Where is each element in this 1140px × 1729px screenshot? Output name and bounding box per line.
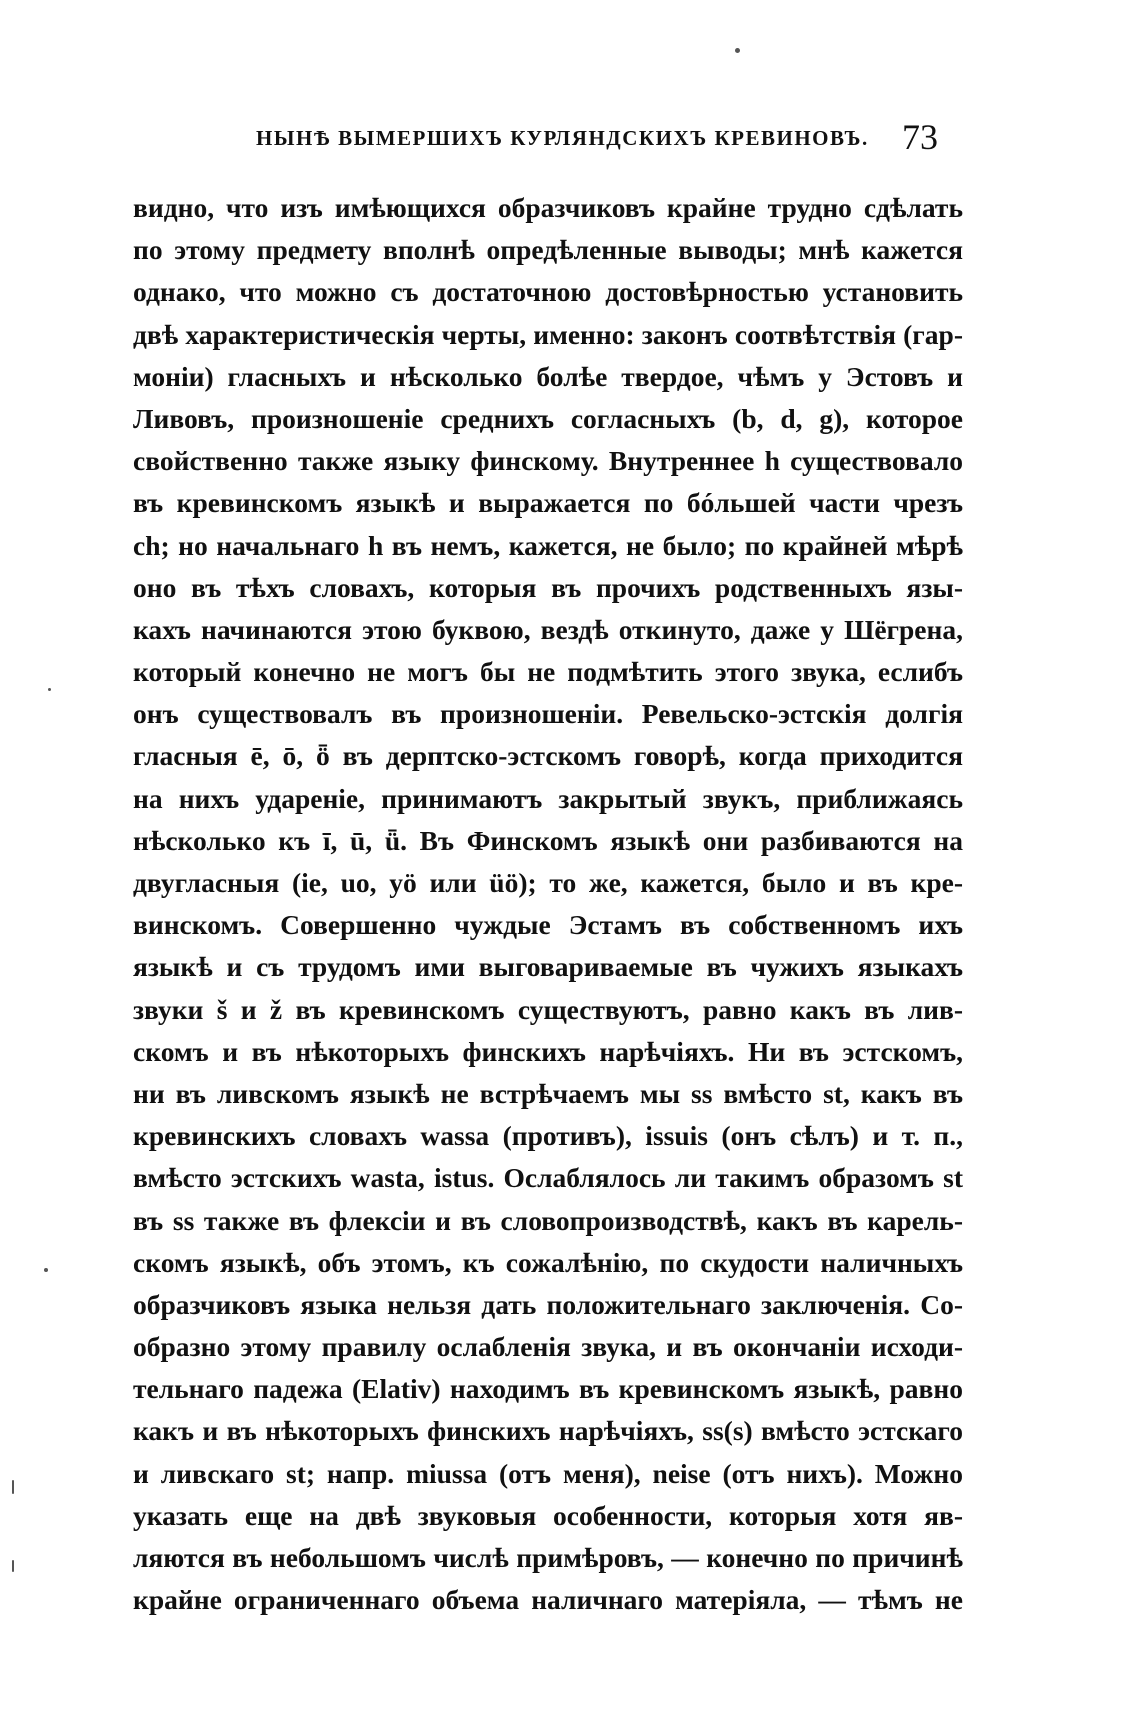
text-line: винскомъ. Совершенно чуждые Эстамъ въ собственномъ ихъ bbox=[133, 909, 963, 941]
text-line: двугласныя (ie, uo, yö или üö); то же, кажется, было и въ кре- bbox=[133, 867, 963, 898]
text-line: онъ существовалъ въ произношеніи. Ревельско-эстскія долгія bbox=[133, 698, 963, 730]
text-line: какъ и въ нѣкоторыхъ финскихъ нарѣчіяхъ, ss(s) вмѣсто эстскаго bbox=[133, 1415, 963, 1447]
text-line: свойственно также языку финскому. Внутреннее h существовало bbox=[133, 445, 963, 477]
text-line: образно этому правилу ослабленія звука, и въ окончаніи исходи- bbox=[133, 1331, 963, 1363]
scan-speck bbox=[735, 48, 740, 53]
text-line: звуки š и ž въ кревинскомъ существуютъ, равно какъ въ лив- bbox=[133, 993, 963, 1025]
page-number: 73 bbox=[902, 117, 938, 157]
text-line: гласныя ē, ō, ȫ въ дерптско-эстскомъ говорѣ, когда приходится bbox=[133, 740, 963, 772]
text-line: образчиковъ языка нельзя дать положительнаго заключенія. Со- bbox=[133, 1288, 963, 1320]
text-line: Ливовъ, произношеніе среднихъ согласныхъ (b, d, g), которое bbox=[133, 402, 963, 434]
text-line: указать еще на двѣ звуковыя особенности, которыя хотя яв- bbox=[133, 1499, 963, 1531]
text-line: однако, что можно съ достаточною достовѣрностью установить bbox=[133, 276, 963, 308]
text-line: скомъ языкѣ, объ этомъ, къ сожалѣнію, по скудости наличныхъ bbox=[133, 1246, 963, 1278]
text-line: скомъ и въ нѣкоторыхъ финскихъ нарѣчіяхъ. Ни въ эстскомъ, bbox=[133, 1035, 963, 1067]
body-text bbox=[133, 187, 963, 1621]
text-line: нѣсколько къ ī, ū, ǖ. Въ Финскомъ языкѣ они разбиваются на bbox=[133, 824, 963, 856]
text-line: и ливскаго st; напр. miussa (отъ меня), neise (отъ нихъ). Можно bbox=[133, 1457, 963, 1489]
text-line: на нихъ удареніе, принимаютъ закрытый звукъ, приближаясь bbox=[133, 782, 963, 814]
text-line: видно, что изъ имѣющихся образчиковъ крайне трудно сдѣлать bbox=[133, 192, 963, 223]
running-header: НЫНѢ ВЫМЕРШИХЪ КУРЛЯНДСКИХЪ КРЕВИНОВЪ. bbox=[256, 126, 869, 150]
text-line: крайне ограниченнаго объема наличнаго матеріяла, — тѣмъ не bbox=[133, 1584, 963, 1616]
text-line: по этому предмету вполнѣ опредѣленные выводы; мнѣ кажется bbox=[133, 234, 963, 266]
text-line: ляются въ небольшомъ числѣ примѣровъ, — конечно по причинѣ bbox=[133, 1542, 963, 1573]
scan-speck bbox=[44, 1268, 48, 1272]
text-line: вмѣсто эстскихъ wasta, istus. Ослаблялось ли такимъ образомъ st bbox=[133, 1162, 963, 1194]
text-line: въ кревинскомъ языкѣ и выражается по бóльшей части чрезъ bbox=[133, 487, 963, 519]
text-line: ни въ ливскомъ языкѣ не встрѣчаемъ мы ss вмѣсто st, какъ въ bbox=[133, 1077, 963, 1109]
text-line: языкѣ и съ трудомъ ими выговариваемые въ чужихъ языкахъ bbox=[133, 951, 963, 983]
text-line: кревинскихъ словахъ wassa (противъ), issuis (онъ сѣлъ) и т. п., bbox=[133, 1120, 963, 1152]
scan-speck bbox=[12, 1560, 14, 1572]
text-line: въ ss также въ флексіи и въ словопроизводствѣ, какъ въ карель- bbox=[133, 1204, 963, 1236]
scan-speck bbox=[12, 1480, 14, 1494]
text-line: ch; но начальнаго h въ немъ, кажется, не было; по крайней мѣрѣ bbox=[133, 529, 963, 561]
text-line: моніи) гласныхъ и нѣсколько болѣе твердое, чѣмъ у Эстовъ и bbox=[133, 360, 963, 392]
text-line: кахъ начинаются этою буквою, вездѣ откинуто, даже у Шёгрена, bbox=[133, 613, 963, 645]
text-line: тельнаго падежа (Elativ) находимъ въ кревинскомъ языкѣ, равно bbox=[133, 1373, 963, 1405]
text-line: двѣ характеристическія черты, именно: законъ соотвѣтствія (гар- bbox=[133, 318, 963, 350]
text-line: который конечно не могъ бы не подмѣтить этого звука, еслибъ bbox=[133, 656, 963, 688]
text-line: оно въ тѣхъ словахъ, которыя въ прочихъ родственныхъ язы- bbox=[133, 571, 963, 603]
scan-speck bbox=[48, 688, 51, 691]
